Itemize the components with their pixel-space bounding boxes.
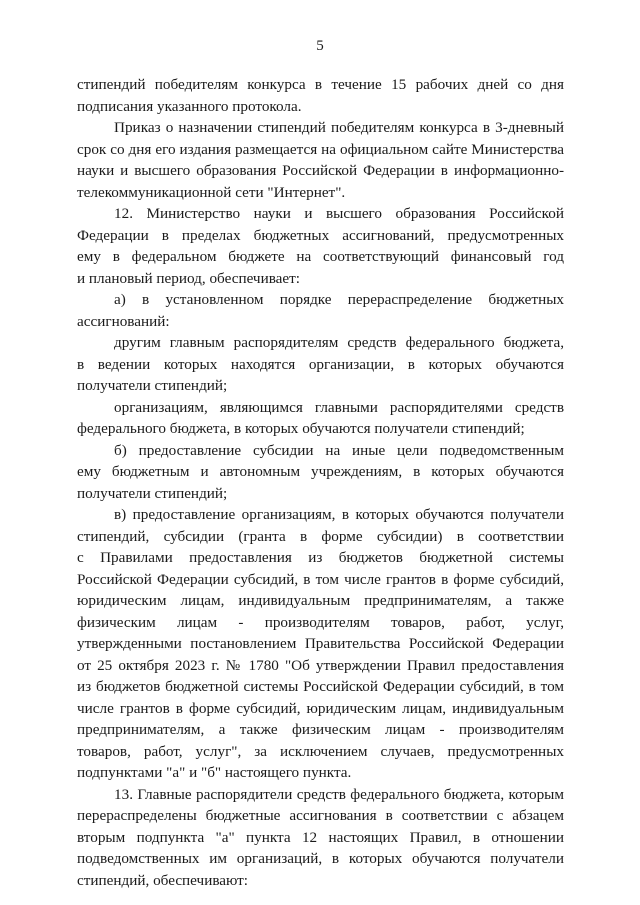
document-body [77,74,564,891]
text-line: стипендий, субсидии (гранта в форме субсидии) в соответствии [77,527,564,545]
text-line: получатели стипендий; [77,484,228,502]
text-line: подпунктами "а" и "б" настоящего пункта. [77,764,352,781]
text-line: и плановый период, обеспечивает: [77,269,301,287]
text-line: подведомственных им организаций, в которых обучаются получатели [77,850,564,867]
text-line: стипендий победителям конкурса в течение 15 рабочих дней со дня [77,76,564,93]
text-line: товаров, работ, услуг", за исключением случаев, предусмотренных [77,742,564,760]
text-line: от 25 октября 2023 г. № 1780 "Об утверждении Правил предоставления [77,656,564,674]
text-line: ассигнований: [77,312,170,330]
text-line: ему в федеральном бюджете на соответствующий финансовый год [77,248,564,265]
text-line: ему бюджетным и автономным учреждениям, в которых обучаются [77,463,564,480]
text-line: вторым подпункта "а" пункта 12 настоящих Правил, в отношении [77,828,564,846]
text-line: юридическим лицам, индивидуальным предпринимателям, а также [77,592,564,609]
text-line: федерального бюджета, в которых обучаются получатели стипендий; [77,420,525,437]
text-line: утвержденными постановлением Правительства Российской Федерации [77,635,564,652]
text-line: Российской Федерации субсидий, в том числе грантов в форме субсидий, [77,570,564,588]
page-number: 5 [316,38,324,54]
text-line: 12. Министерство науки и высшего образования Российской [114,205,564,222]
text-line: в ведении которых находятся организации, в которых обучаются [77,355,564,373]
text-line: Приказ о назначении стипендий победителям конкурса в 3-дневный [114,119,564,136]
text-line: телекоммуникационной сети "Интернет". [77,183,346,201]
text-line: физическим лицам - производителям товаров, работ, услуг, [77,613,564,631]
text-line: другим главным распорядителям средств федерального бюджета, [114,334,564,351]
text-line: из бюджетов бюджетной системы Российской Федерации субсидий, в том [77,678,564,695]
text-line: предпринимателям, а также физическим лицам - производителям [77,721,564,738]
text-line: организациям, являющимся главными распорядителями средств [114,398,564,416]
text-line: Федерации в пределах бюджетных ассигнований, предусмотренных [77,226,564,244]
text-line: в) предоставление организациям, в которых обучаются получатели [114,506,564,523]
text-line: срок со дня его издания размещается на официальном сайте Министерства [77,140,564,158]
text-line: числе грантов в форме субсидий, юридическим лицам, индивидуальным [77,699,564,717]
text-line: получатели стипендий; [77,377,228,394]
text-line: 13. Главные распорядители средств федерального бюджета, которым [114,785,564,803]
text-line: стипендий, обеспечивают: [77,871,249,889]
text-line: с Правилами предоставления из бюджетов бюджетной системы [77,549,564,566]
text-line: б) предоставление субсидии на иные цели подведомственным [114,441,564,459]
text-line: а) в установленном порядке перераспределение бюджетных [114,291,564,308]
text-line: перераспределены бюджетные ассигнования в соответствии с абзацем [77,807,564,824]
text-line: подписания указанного протокола. [77,97,302,115]
text-line: науки и высшего образования Российской Федерации в информационно- [77,162,564,179]
